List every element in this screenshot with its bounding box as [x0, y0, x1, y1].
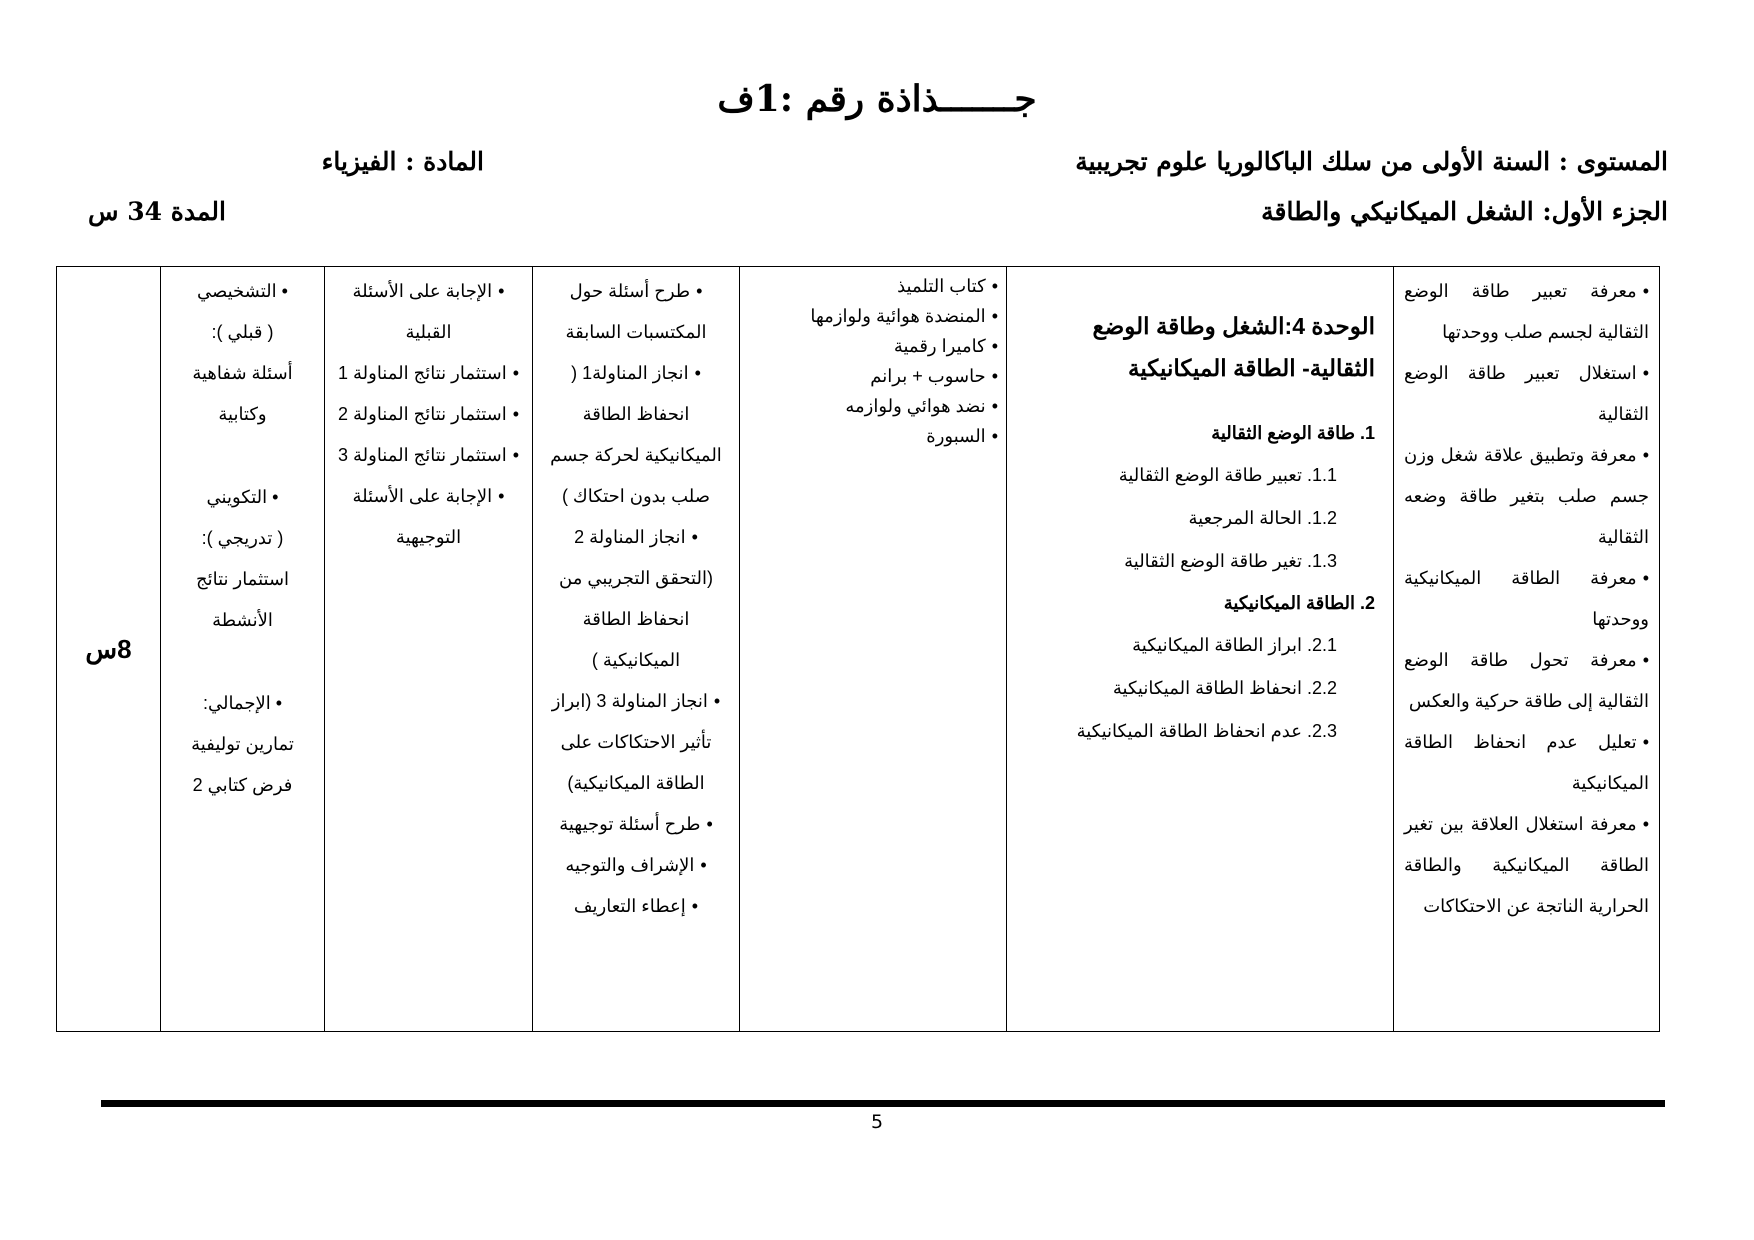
footer-rule	[101, 1100, 1665, 1107]
document-title: جـــــــذاذة رقم :1ف	[717, 78, 1037, 120]
student-activity-item: • استثمار نتائج المناولة 3	[335, 435, 522, 476]
objective-item: • معرفة تحول طاقة الوضع الثقالية إلى طاقة حركية والعكس	[1404, 640, 1649, 722]
resource-item: • حاسوب + برانم	[758, 361, 998, 391]
formative-sub: ( تدريجي ):	[201, 528, 284, 548]
level-label: المستوى : السنة الأولى من سلك الباكالوريا علوم تجريبية	[1075, 147, 1668, 176]
teacher-activity-item: • انجاز المناولة 3 (ابراز تأثير الاحتكاكات على الطاقة الميكانيكية)	[543, 681, 729, 804]
subsection-item: 2.2. انحفاظ الطاقة الميكانيكية	[1112, 678, 1337, 698]
part-label: الجزء الأول: الشغل الميكانيكي والطاقة	[1261, 197, 1668, 226]
teacher-activity-item: • انجاز المناولة 2 (التحقق التجريبي من انحفاظ الطاقة الميكانيكية )	[543, 517, 729, 681]
teacher-activity-item: • طرح أسئلة حول المكتسبات السابقة	[543, 271, 729, 353]
subsection-item: 1.1. تعبير طاقة الوضع الثقالية	[1118, 465, 1337, 485]
content-cell	[1007, 267, 1394, 1032]
student-activity-item: • استثمار نتائج المناولة 1	[335, 353, 522, 394]
resource-item: • كاميرا رقمية	[758, 331, 998, 361]
summative-title-text: الإجمالي:	[202, 693, 271, 713]
unit-title: الوحدة 4:الشغل وطاقة الوضع الثقالية- الطاقة الميكانيكية	[1092, 313, 1375, 381]
diagnostic-title-text: التشخيصي	[197, 281, 277, 301]
resource-item: • نضد هوائي ولوازمه	[758, 391, 998, 421]
evaluation-cell	[161, 267, 325, 1032]
objective-item: • تعليل عدم انحفاظ الطاقة الميكانيكية	[1404, 722, 1649, 804]
resource-item: • المنضدة هوائية ولوازمها	[758, 301, 998, 331]
student-activity-item: • استثمار نتائج المناولة 2	[335, 394, 522, 435]
resource-item: • كتاب التلميذ	[758, 271, 998, 301]
section-title: 1. طاقة الوضع الثقالية	[1211, 423, 1375, 443]
duration-label: المدة 34 س	[88, 197, 226, 226]
summative-title: • الإجمالي:	[202, 693, 283, 713]
objective-item: • معرفة استغلال العلاقة بين تغير الطاقة الميكانيكية والطاقة الحرارية الناتجة عن الاحتكاكات	[1404, 804, 1649, 927]
resource-item: • السبورة	[758, 421, 998, 451]
objective-item: • معرفة تعبير طاقة الوضع الثقالية لجسم صلب ووحدتها	[1404, 271, 1649, 353]
spacer	[171, 435, 314, 477]
subject-label: المادة : الفيزياء	[321, 147, 484, 176]
diagnostic-sub: ( قبلي ):	[211, 322, 274, 342]
subsection-item: 1.3. تغير طاقة الوضع الثقالية	[1124, 551, 1337, 571]
student-activity-item: • الإجابة على الأسئلة التوجيهية	[335, 476, 522, 558]
lesson-plan-table	[56, 266, 1660, 1032]
section-title: 2. الطاقة الميكانيكية	[1223, 593, 1375, 613]
subsection-item: 2.3. عدم انحفاظ الطاقة الميكانيكية	[1076, 721, 1337, 741]
objectives-cell	[1394, 267, 1660, 1032]
formative-desc: استثمار نتائج الأنشطة	[195, 569, 290, 630]
student-activities-cell	[325, 267, 533, 1032]
student-activity-item: • الإجابة على الأسئلة القبلية	[335, 271, 522, 353]
formative-title: • التكويني	[206, 487, 279, 507]
subsection-item: 1.2. الحالة المرجعية	[1188, 508, 1337, 528]
table-row	[57, 267, 1660, 1032]
page-number: 5	[870, 1111, 884, 1133]
diagnostic-desc: أسئلة شفاهية وكتابية	[192, 363, 293, 424]
duration-cell: 8س	[57, 267, 161, 1032]
spacer	[171, 641, 314, 683]
teacher-activity-item: • طرح أسئلة توجيهية	[543, 804, 729, 845]
objective-item: • استغلال تعبير طاقة الوضع الثقالية	[1404, 353, 1649, 435]
objective-item: • معرفة وتطبيق علاقة شغل وزن جسم صلب بتغير طاقة وضعه الثقالية	[1404, 435, 1649, 558]
summative-line: فرض كتابي 2	[192, 775, 293, 795]
resources-cell	[740, 267, 1007, 1032]
teacher-activity-item: • الإشراف والتوجيه	[543, 845, 729, 886]
objective-item: • معرفة الطاقة الميكانيكية ووحدتها	[1404, 558, 1649, 640]
formative-title-text: التكويني	[206, 487, 268, 507]
teacher-activity-item: • انجاز المناولة1 ( انحفاظ الطاقة الميكانيكية لحركة جسم صلب بدون احتكاك )	[543, 353, 729, 517]
teacher-activity-item: • إعطاء التعاريف	[543, 886, 729, 927]
diagnostic-title: • التشخيصي	[197, 281, 288, 301]
teacher-activities-cell	[533, 267, 740, 1032]
subsection-item: 2.1. ابراز الطاقة الميكانيكية	[1132, 635, 1337, 655]
summative-line: تمارين توليفية	[191, 734, 294, 754]
